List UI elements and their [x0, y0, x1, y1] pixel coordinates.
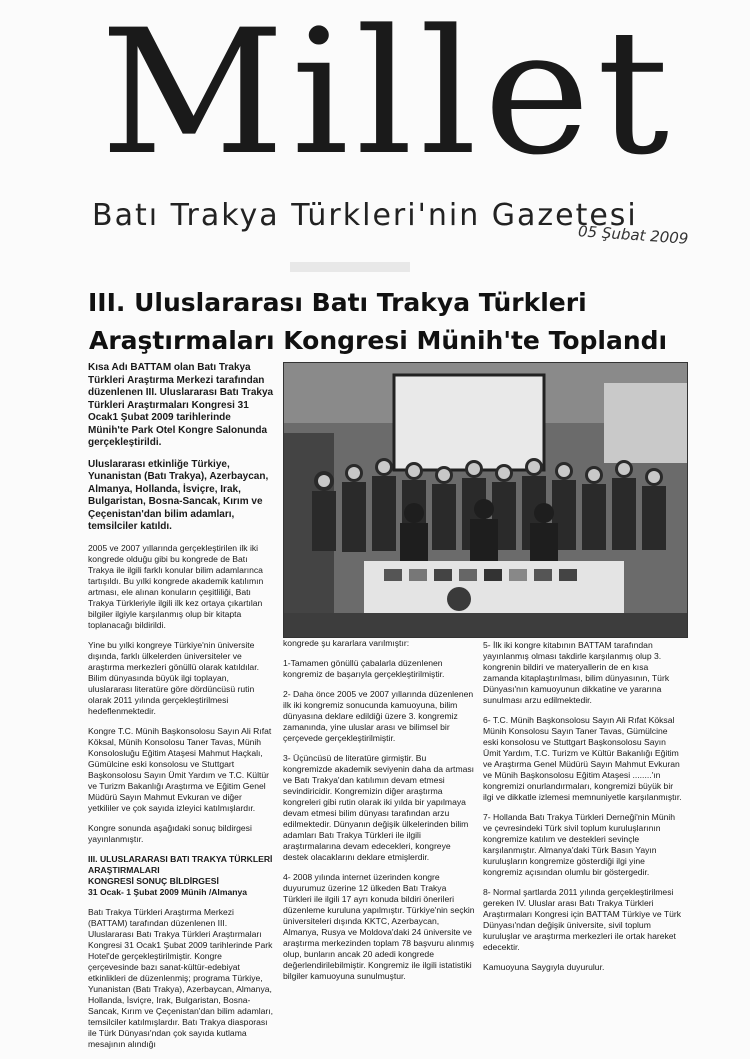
article-headline [88, 284, 698, 360]
resolution-6: 6- T.C. Münih Başkonsolosu Sayın Ali Rıfat Köksal Münih Konsolosu Sayın Taner Tavas, Gümülcine eski konsolosu ve Stuttgart Başkonsolosu Sayın Ümit Yardım, T.C. Turizm ve Kültür Bakanlığı Eğitim ve Araştırma Genel Müdürü Sayın Mahmut Evkuran ve Münih Başkonsolosu Eğitim Ataşesi ........'ın kongremizi onurlandırmaları, kongremizi büyük bir ilgi ve dikkatle izlemesi memnuniyetle karşılanmıştır. [483, 715, 682, 802]
resolution-4: 4- 2008 yılında internet üzerinden kongre duyurumuz üzerine 12 ülkeden Batı Trakya Türkleri ile ilgili 17 ayrı konuda bildiri önerileri düzenleme kuruluna yapılmıştır. Türkiye'nin seçkin üniversiteleri dışında KKTC, Azerbaycan, Almanya, Rusya ve Moldova'daki 24 üniversite ve araştırma merkezinden toplam 78 başvuru alınmış olup, bunların ancak 20 adedi kongrede değerlendirilebilmiştir. Kongremiz ile ilgili istatistiki bilgiler kamuoyuna sunulmuştur. [283, 872, 475, 981]
body-paragraph: kongrede şu kararlara varılmıştır: [283, 638, 410, 648]
print-smudge [290, 262, 410, 272]
body-paragraph: Batı Trakya Türkleri Araştırma Merkezi (BATTAM) tarafından düzenlenen III. Uluslararası Batı Trakya Türkleri Araştırmaları Kongresi 31 Ocak1 Şubat 2009 tarihlerinde Park Hotel'de gerçekleştirilmiştir. Kongre çerçevesinde bazı sanat-kültür-edebiyat etkinlikleri de düzenlenmiş; programa Türkiye, Yunanistan (Batı Trakya), Azerbaycan, Almanya, Hollanda, İsviçre, Irak, Bulgaristan, Bosna-Sancak, Kırım ve Çeçenistan'dan bilim adamları, temsilciler katılmışlardır. Batı Trakya diasporası ile Türk Dünyası'ndan çok sayıda kutlama mesajının alındığı [88, 906, 274, 1049]
resolution-2: 2- Daha önce 2005 ve 2007 yıllarında düzenlenen ilk iki kongremiz sonucunda kamuoyuna, bilim dünyasına deklare edildiği üzere 3. kongremiz zamanında, yine uluslar arası ve bilimsel bir çerçevede gerçekleştirilmiştir. [283, 689, 474, 743]
body-paragraph: Yine bu yılki kongreye Türkiye'nin üniversite dışında, farklı ülkelerden üniversiteler ve araştırma merkezleri gönüllü olarak katıldılar. Bilim dünyasında büyük ilgi toplayan, uluslararası literatüre göre dördüncüsü rutin olarak 2011 yılında gerçekleştirilmesi hedeflenmektedir. [88, 639, 259, 716]
lead-paragraph-2: Uluslararası etkinliğe Türkiye, Yunanistan (Batı Trakya), Azerbaycan, Almanya, Hollanda, İsviçre, Irak, Bulgaristan, Bosna-Sancak, Kırım ve Çeçenistan'dan bilim adamları, temsilciler katıldı. [88, 458, 269, 532]
headline-line-1: III. Uluslararası Batı Trakya Türkleri [88, 288, 587, 317]
resolution-5: 5- İlk iki kongre kitabının BATTAM tarafından yayınlanmış olması takdirle karşılanmış olup 3. kongrenin bildiri ve materyallerin de en kısa zamanda kitaplaştırılması, bilim dünyasının, Türk Dünyası'nın kamuoyunun dikkatine ve yararına sunulması arzu edilmektedir. [483, 640, 670, 705]
left-column [88, 362, 274, 1059]
declaration-title-2: KONGRESİ SONUÇ BİLDİRGESİ [88, 875, 219, 886]
declaration-title-1: III. ULUSLARARASI BATI TRAKYA TÜRKLERİ ARAŞTIRMALARI [88, 853, 273, 875]
newspaper-subtitle: Batı Trakya Türkleri'nin Gazetesi [92, 198, 638, 233]
declaration-title-3: 31 Ocak- 1 Şubat 2009 Münih /Almanya [88, 886, 248, 897]
right-column [483, 640, 683, 982]
lead-paragraph-1: Kısa Adı BATTAM olan Batı Trakya Türkleri Araştırma Merkezi tarafından düzenlenen III. Uluslararası Batı Trakya Türkleri Araştırmaları Kongresi 31 Ocak1 Şubat 2009 tarihlerinde Münih'te Park Otel Kongre Salonunda gerçekleştirildi. [88, 362, 274, 448]
newspaper-masthead: Millet [100, 0, 676, 193]
resolution-1: 1-Tamamen gönüllü çabalarla düzenlenen kongremiz de başarıyla gerçekleştirilmiştir. [283, 658, 445, 679]
middle-column [283, 638, 476, 991]
closing-line: Kamuoyuna Saygıyla duyurulur. [483, 962, 605, 972]
resolution-7: 7- Hollanda Batı Trakya Türkleri Derneği'nin Münih ve çevresindeki Türk sivil toplum kuruluşlarının kongremize katılım ve destekleri sevinçle karşılanmıştır. Almanya'daki Türk Basın Yayın kuruluşların kongremize gösterdiği ilgi yine kongremiz açısından olumlu bir göstergedir. [483, 812, 676, 877]
body-paragraph: Kongre T.C. Münih Başkonsolosu Sayın Ali Rıfat Köksal, Münih Konsolosu Taner Tavas, Münih Konsolosluğu Eğitim Ataşesi Mahmut Haçkalı, Gümülcine eski konsolosu ve Stuttgart Başkonsolosu Sayın Ümit Yardım ve T.C. Kültür ve Turizm Bakanlığı Araştırma ve Eğitim Genel Müdürü Sayın Mahmut Evkuran ve diğer yetkililer ve çok sayıda izleyici katılmışlardır. [88, 725, 272, 813]
resolution-8: 8- Normal şartlarda 2011 yılında gerçekleştirilmesi gereken IV. Uluslar arası Batı Trakya Türkleri Araştırmaları Kongresi için BATTAM Türkiye ve Türk Dünyası'ndan değişik üniversite, sivil toplum kuruluşlar ve araştırma merkezleri ile ortak hareket edecektir. [483, 887, 682, 952]
conference-group-photo [283, 362, 688, 638]
headline-line-2: Araştırmaları Kongresi Münih'te Toplandı [89, 326, 668, 355]
body-paragraph: Kongre sonunda aşağıdaki sonuç bildirgesi yayınlanmıştır. [88, 822, 252, 844]
handwritten-date: 05 Şubat 2009 [577, 222, 689, 248]
resolution-3: 3- Üçüncüsü de literatüre girmiştir. Bu kongremizde akademik seviyenin daha da artması ve Batı Trakya'dan katılımın devam etmesi sevindiricidir. Kongremizin diğer araştırma kongreleri gibi rutin olarak iki yılda bir yapılmaya devam etmesi bilim dünyası tarafından arzu edilmektedir. Dünyanın değişik ülkelerinden bilim adamları Batı Trakya Türkleri ile ilgili araştırmalarına devam edecekleri, kongreye destek olacaklarını deklare etmişlerdir. [283, 753, 475, 862]
body-paragraph: 2005 ve 2007 yıllarında gerçekleştirilen ilk iki kongrede olduğu gibi bu kongrede de Batı Trakya ile ilgili farklı konular bilim adamlarınca tartışıldı. Bu yılki kongrede akademik katılımın artması, ele alınan konuların çeşitliliği, Batı Trakya Türkleriyle ilgili ilk kez ortaya çıkartılan bilgiler ilgiyle karşılanmış olup bir kitapta toplanacağı bildirildi. [88, 542, 264, 630]
